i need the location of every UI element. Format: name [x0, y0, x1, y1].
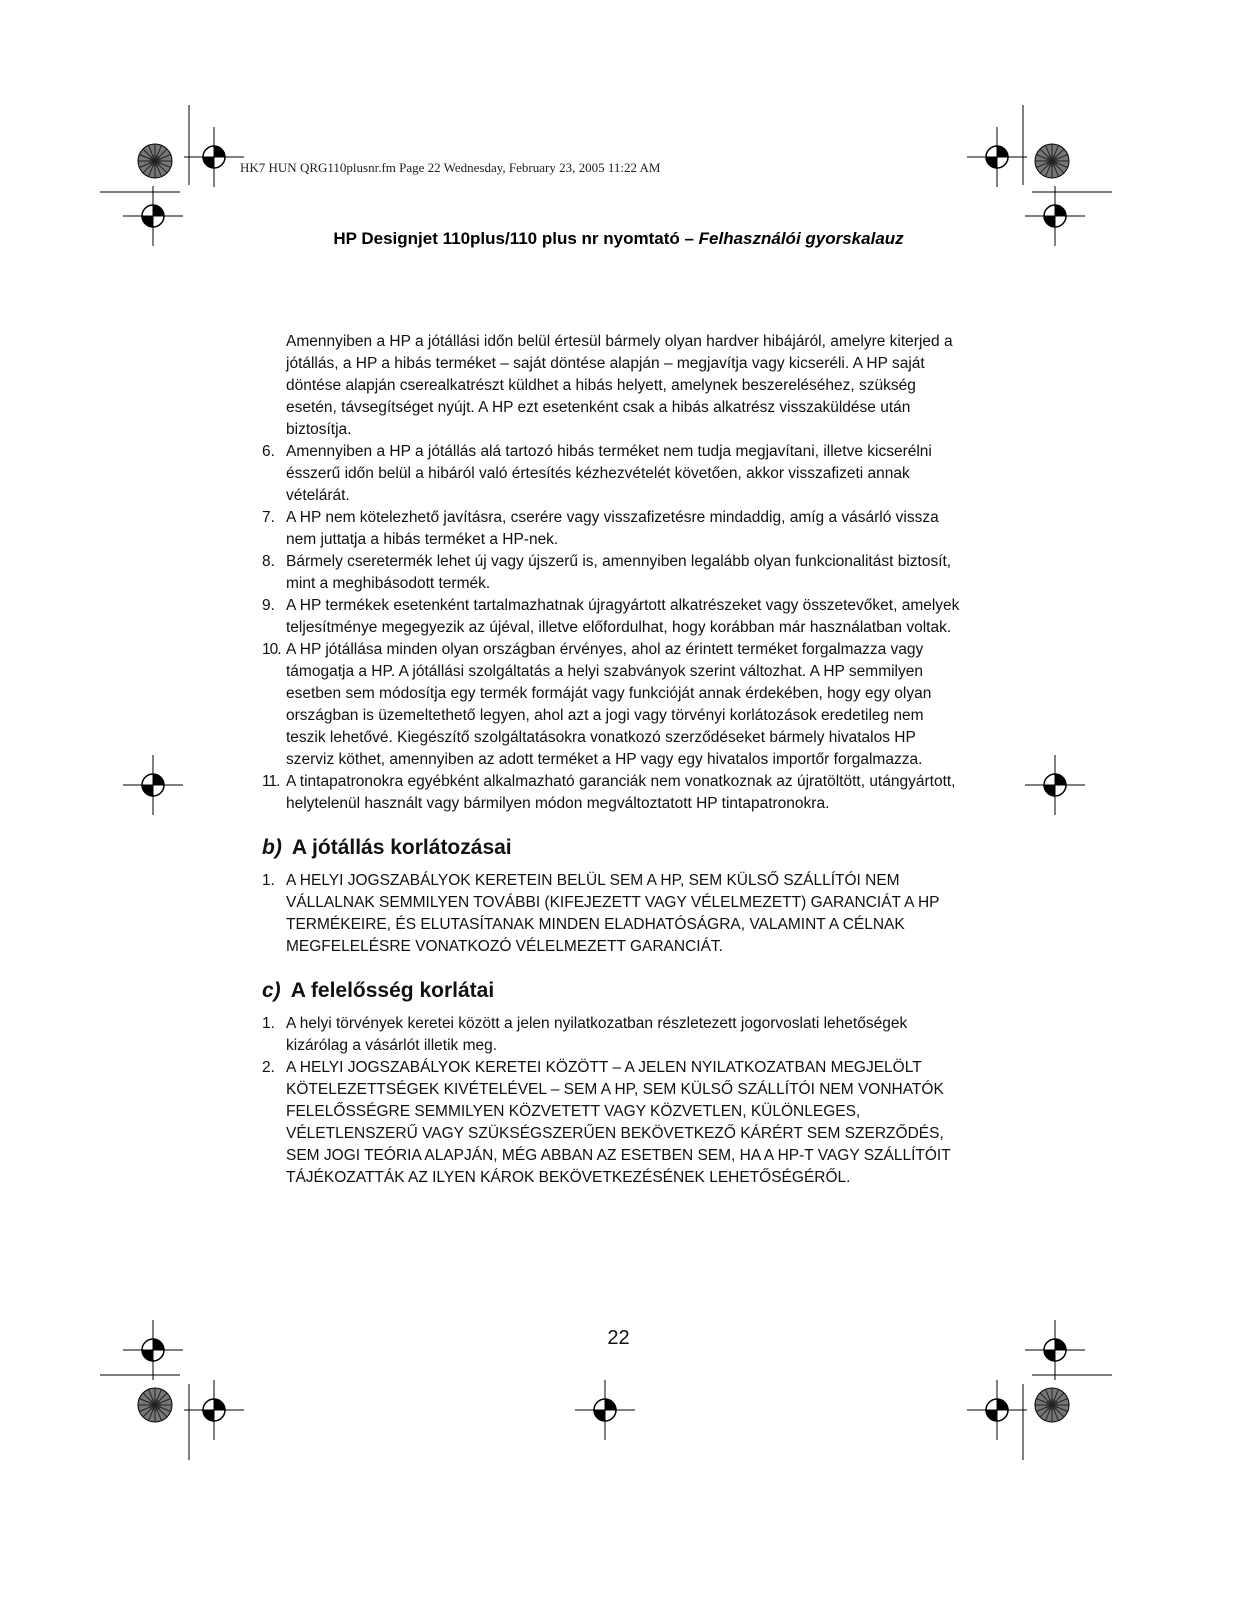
section-title: A felelősség korlátai	[290, 979, 495, 1002]
warranty-list	[262, 441, 962, 815]
list-item	[262, 441, 962, 507]
list-item-number: 11.	[262, 773, 280, 790]
section-heading-c	[262, 977, 962, 1005]
list-item	[262, 1057, 962, 1189]
liability-list	[262, 1013, 962, 1189]
list-item	[262, 595, 962, 639]
list-item-number: 1.	[262, 1015, 275, 1032]
limitations-list	[262, 870, 962, 958]
section-title: A jótállás korlátozásai	[291, 836, 512, 859]
star-target-bottom-left	[138, 1388, 172, 1422]
list-item-text: A HP jótállása minden olyan országban érvényes, ahol az érintett terméket forgalmazza vagy támogatja a HP. A jótállási szolgáltatás a helyi szabványok szerint változhat. A HP semmilyen esetben sem módosítja egy termék formáját vagy funkcióját annak érdekében, hogy egy olyan országban is üzemeltethető legyen, ahol azt a jogi vagy törvényi korlátozások eredetileg nem teszik lehetővé. Kiegészítő szolgáltatásokra vonatkozó szerződéseket bármely hivatalos HP szerviz köthet, amennyiben az adott terméket a HP vagy egy hivatalos importőr forgalmazza.	[286, 641, 932, 768]
list-item-text: A HP termékek esetenként tartalmazhatnak újragyártott alkatrészeket vagy összetevőket, amelyek teljesítménye megegyezik az újéval, illetve előfordulhat, hogy korábban már használatban voltak.	[286, 597, 960, 636]
page-number: 22	[607, 1327, 630, 1349]
list-item-number: 2.	[262, 1059, 275, 1076]
section-letter: c)	[262, 979, 281, 1002]
list-item	[262, 507, 962, 551]
list-item-text: A HELYI JOGSZABÁLYOK KERETEIN BELÜL SEM A HP, SEM KÜLSŐ SZÁLLÍTÓI NEM VÁLLALNAK SEMMILYEN TOVÁBBI (KIFEJEZETT VAGY VÉLELMEZETT) GARANCIÁT A HP TERMÉKEIRE, ÉS ELUTASÍTANAK MINDEN ELADHATÓSÁGRA, VALAMINT A CÉLNAK MEGFELELÉSRE VONATKOZÓ VÉLELMEZETT GARANCIÁT.	[286, 872, 940, 955]
list-item-number: 6.	[262, 443, 275, 460]
registration-mark-middle-right	[1025, 755, 1085, 815]
header-title: HP Designjet 110plus/110 plus nr nyomtató –	[333, 229, 699, 248]
header-subtitle: Felhasználói gyorskalauz	[698, 229, 904, 248]
list-item-number: 9.	[262, 597, 275, 614]
list-item	[262, 1013, 962, 1057]
list-item	[262, 870, 962, 958]
page-header	[0, 229, 1237, 249]
list-item-number: 1.	[262, 872, 275, 889]
slug-line: HK7 HUN QRG110plusnr.fm Page 22 Wednesday, February 23, 2005 11:22 AM	[240, 160, 661, 175]
list-item-number: 8.	[262, 553, 275, 570]
list-item-number: 10.	[262, 641, 281, 658]
list-item	[262, 551, 962, 595]
list-item-number: 7.	[262, 509, 275, 526]
star-target-top-left	[138, 144, 172, 178]
intro-paragraph: Amennyiben a HP a jótállási időn belül értesül bármely olyan hardver hibájáról, amelyre kiterjed a jótállás, a HP a hibás terméket – saját döntése alapján – megjavítja vagy kicseréli. A HP saját döntése alapján cserealkatrészt küldhet a hibás helyett, amelynek beszereléséhez, szükség esetén, távsegítséget nyújt. A HP ezt esetenként csak a hibás alkatrész visszaküldése után biztosítja.	[286, 333, 953, 438]
main-content	[262, 331, 962, 1189]
section-heading-b	[262, 834, 962, 862]
list-item	[262, 639, 962, 771]
registration-mark-bottom-center	[575, 1380, 635, 1440]
list-item-text: A helyi törvények keretei között a jelen nyilatkozatban részletezett jogorvoslati lehetőségek kizárólag a vásárlót illetik meg.	[286, 1015, 908, 1054]
registration-mark-middle-left	[123, 755, 183, 815]
star-target-top-right	[1035, 144, 1069, 178]
list-item-text: Bármely cseretermék lehet új vagy újszerű is, amennyiben legalább olyan funkcionalitást biztosít, mint a meghibásodott termék.	[286, 553, 952, 592]
section-letter: b)	[262, 836, 282, 859]
star-target-bottom-right	[1035, 1388, 1069, 1422]
list-item-text: A HELYI JOGSZABÁLYOK KERETEI KÖZÖTT – A JELEN NYILATKOZATBAN MEGJELÖLT KÖTELEZETTSÉGEK KIVÉTELÉVEL – SEM A HP, SEM KÜLSŐ SZÁLLÍTÓI NEM VONHATÓK FELELŐSSÉGRE SEMMILYEN KÖZVETETT VAGY KÖZVETLEN, KÜLÖNLEGES, VÉLETLENSZERŰ VAGY SZÜKSÉGSZERŰEN BEKÖVETKEZŐ KÁRÉRT SEM SZERZŐDÉS, SEM JOGI TEÓRIA ALAPJÁN, MÉG ABBAN AZ ESETBEN SEM, HA A HP-T VAGY SZÁLLÍTÓIT TÁJÉKOZATTÁK AZ ILYEN KÁROK BEKÖVETKEZÉSÉNEK LEHETŐSÉGÉRŐL.	[286, 1059, 951, 1186]
list-item-text: Amennyiben a HP a jótállás alá tartozó hibás terméket nem tudja megjavítani, illetve kicserélni ésszerű időn belül a hibáról való értesítés kézhezvételét követően, akkor visszafizeti annak vételárát.	[286, 443, 932, 504]
list-item	[262, 771, 962, 815]
list-item-text: A HP nem kötelezhető javításra, cserére vagy visszafizetésre mindaddig, amíg a vásárló vissza nem juttatja a hibás terméket a HP-nek.	[286, 509, 939, 548]
list-item-text: A tintapatronokra egyébként alkalmazható garanciák nem vonatkoznak az újratöltött, utángyártott, helytelenül használt vagy bármilyen módon megváltoztatott HP tintapatronokra.	[286, 773, 956, 812]
